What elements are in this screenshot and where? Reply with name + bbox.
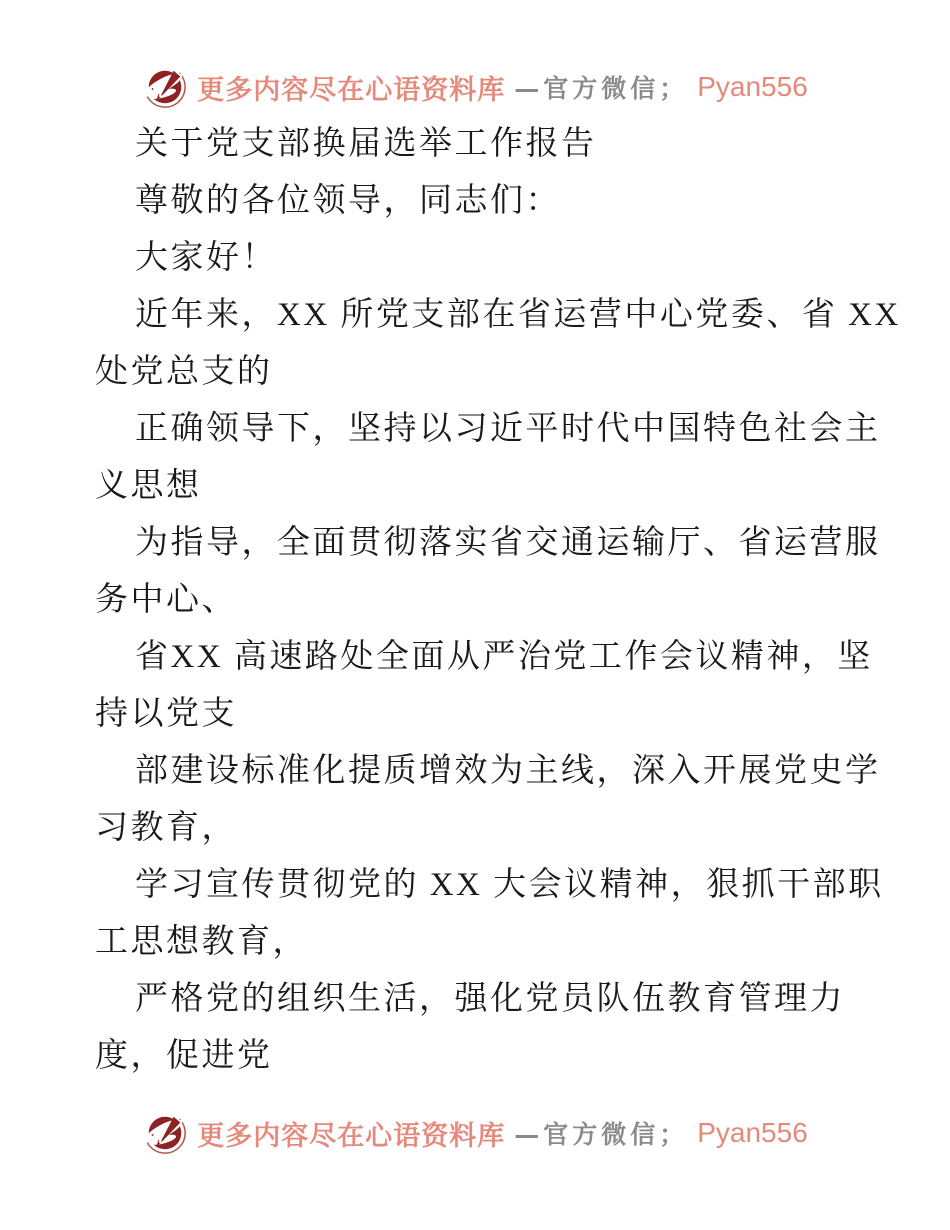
watermark-library-text: 更多内容尽在心语资料库 [197,74,506,105]
text-line: 正确领导下，坚持以习近平时代中国特色社会主 [135,411,881,447]
watermark-wechat-account: Pyan556 [697,71,808,102]
ink-pen-circle-logo-icon [142,1110,188,1156]
text-line: 习教育， [95,810,237,846]
document-title-line: 关于党支部换届选举工作报告 [135,126,597,162]
text-line: 省XX 高速路处全面从严治党工作会议精神，坚 [135,639,873,675]
ink-pen-circle-logo-icon [142,64,188,110]
footer-watermark [0,1110,950,1156]
text-line: 工思想教育， [95,924,308,960]
text-line: 为指导，全面贯彻落实省交通运输厅、省运营服 [135,525,881,561]
text-line: 义思想 [95,468,202,504]
text-line: 学习宣传贯彻党的 XX 大会议精神，狠抓干部职 [135,867,884,903]
text-line: 大家好！ [135,240,277,276]
text-line: 严格党的组织生活，强化党员队伍教育管理力 [135,981,845,1017]
text-line: 度，促进党 [95,1038,273,1074]
watermark-library-text: 更多内容尽在心语资料库 [197,1120,506,1151]
text-line: 务中心、 [95,582,237,618]
text-line: 部建设标准化提质增效为主线，深入开展党史学 [135,753,881,789]
watermark-wechat-account: Pyan556 [697,1117,808,1148]
text-line: 持以党支 [95,696,237,732]
document-body [95,116,901,1085]
text-line: 尊敬的各位领导，同志们： [135,183,561,219]
header-watermark [0,64,950,110]
text-line: 近年来，XX 所党支部在省运营中心党委、省 XX [135,297,901,333]
watermark-wechat-label: —官方微信； [514,1120,689,1149]
text-line: 处党总支的 [95,354,273,390]
watermark-wechat-label: —官方微信； [514,74,689,103]
